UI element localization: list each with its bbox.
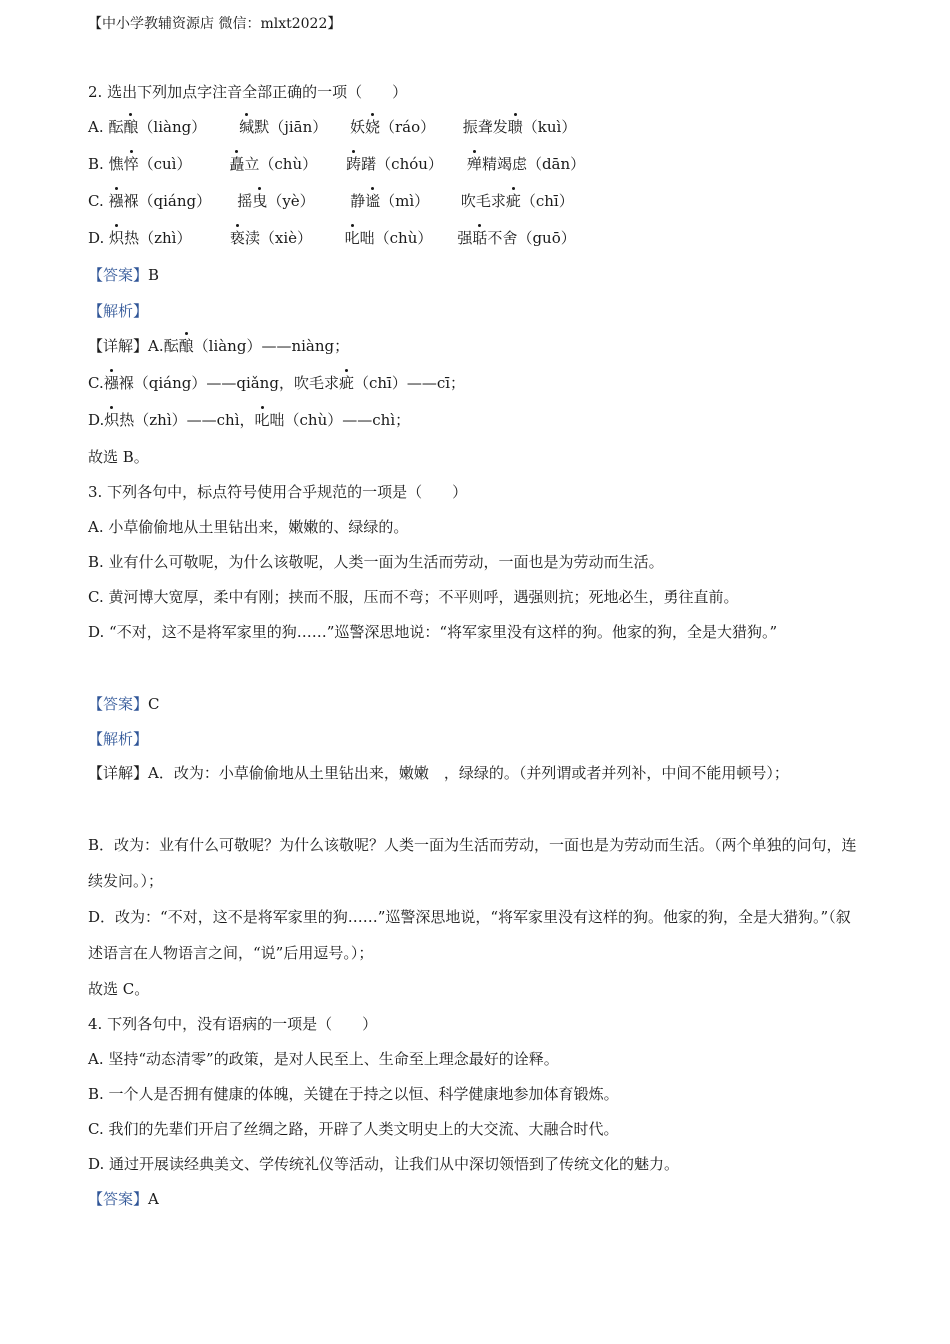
q2-option-a: A. 酝酿（liàng） 缄默（jiān） 妖娆（ráo） 振聋发聩（kuì）	[88, 118, 577, 136]
answer-tag: 【答案】	[88, 695, 149, 713]
answer-tag: 【答案】	[88, 1190, 149, 1208]
q4-answer	[88, 1189, 862, 1209]
q4-option-b: B. 一个人是否拥有健康的体魄，关键在于持之以恒、科学健康地参加体育锻炼。	[88, 1085, 619, 1103]
q2-option-c: C. 襁褓（qiáng） 摇曳（yè） 静谧（mì） 吹毛求疵（chī）	[88, 192, 574, 210]
q3-option-c: C. 黄河博大宽厚，柔中有刚；挟而不服，压而不弯；不平则呼，遇强则抗；死地必生，勇往直前。	[88, 588, 739, 606]
q2-answer	[88, 265, 862, 285]
q2-detail-d: D.炽热（zhì）——chì，叱咄（chù）——chì；	[88, 411, 411, 429]
q3-conclusion: 故选 C。	[88, 980, 150, 998]
q3-detail-a: 【详解】A．改为：小草偷偷地从土里钻出来，嫩嫩 ，绿绿的。（并列谓或者并列补，中间不能用顿号）；	[88, 764, 789, 782]
q2-option-d: D. 炽热（zhì） 亵渎（xiè） 叱咄（chù） 强聒不舍（guō）	[88, 229, 576, 247]
q2-option-b: B. 憔悴（cuì） 矗立（chù） 踌躇（chóu） 殚精竭虑（dān）	[88, 155, 586, 173]
q2-detail-a: 【详解】A.酝酿（liàng）——niàng；	[88, 337, 350, 355]
q3-option-b: B. 业有什么可敬呢，为什么该敬呢，人类一面为生活而劳动，一面也是为劳动而生活。	[88, 553, 664, 571]
q4-option-d: D. 通过开展读经典美文、学传统礼仪等活动，让我们从中深切领悟到了传统文化的魅力。	[88, 1155, 680, 1173]
q3-answer	[88, 694, 862, 714]
q3-stem: 3. 下列各句中，标点符号使用合乎规范的一项是（ ）	[88, 483, 468, 501]
q2-stem: 2. 选出下列加点字注音全部正确的一项（ ）	[88, 83, 408, 101]
q3-detail-b: B．改为：业有什么可敬呢？为什么该敬呢？人类一面为生活而劳动，一面也是为劳动而生活。（两个单独的问句，连续发问。）；	[88, 836, 857, 890]
q2-detail-c: C.襁褓（qiáng）——qiǎng，吹毛求疵（chī）——cī；	[88, 374, 466, 392]
page-header: 【中小学教辅资源店 微信：mlxt2022】	[88, 16, 342, 32]
answer-value: B	[148, 266, 160, 284]
answer-value: C	[148, 695, 160, 713]
q4-option-a: A. 坚持“动态清零”的政策，是对人民至上、生命至上理念最好的诠释。	[88, 1050, 559, 1068]
q3-detail-d: D．改为：“不对，这不是将军家里的狗……”巡警深思地说，“将军家里没有这样的狗。他家的狗，全是大猎狗。”（叙述语言在人物语言之间，“说”后用逗号。）；	[88, 908, 851, 962]
q4-option-c: C. 我们的先辈们开启了丝绸之路，开辟了人类文明史上的大交流、大融合时代。	[88, 1120, 619, 1138]
q2-conclusion: 故选 B。	[88, 448, 149, 466]
q3-option-d: D. “不对，这不是将军家里的狗……”巡警深思地说：“将军家里没有这样的狗。他家的狗，全是大猎狗。”	[88, 623, 778, 641]
q2-analysis-tag: 【解析】	[88, 302, 149, 320]
answer-tag: 【答案】	[88, 266, 149, 284]
answer-value: A	[148, 1190, 159, 1208]
q3-option-a: A. 小草偷偷地从土里钻出来，嫩嫩的、绿绿的。	[88, 518, 409, 536]
q3-analysis-tag: 【解析】	[88, 730, 149, 748]
q4-stem: 4. 下列各句中，没有语病的一项是（ ）	[88, 1015, 378, 1033]
